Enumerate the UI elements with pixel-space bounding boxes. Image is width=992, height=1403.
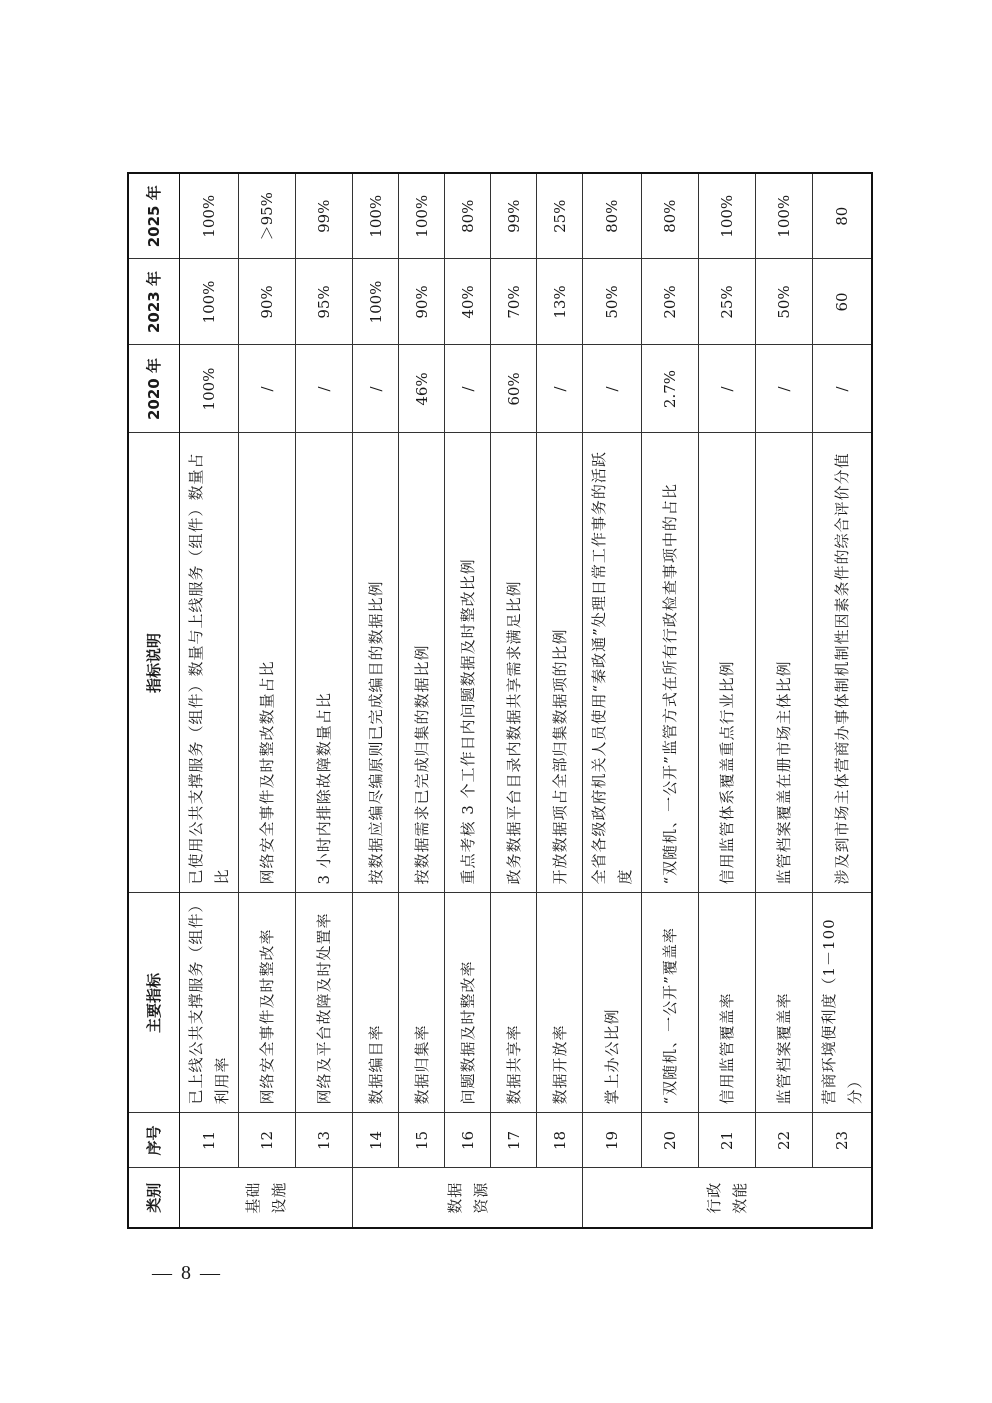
row-2020: / (699, 345, 756, 433)
header-category: 类别 (128, 1168, 180, 1228)
row-2023: 50% (583, 259, 642, 345)
row-indicator: 已上线公共支撑服务（组件）利用率 (180, 893, 239, 1113)
row-2020: 60% (491, 345, 537, 433)
header-2023: 2023 年 (128, 259, 180, 345)
row-description: 涉及到市场主体营商办事体制机制性因素条件的综合评价分值 (813, 433, 873, 893)
row-2020: / (583, 345, 642, 433)
row-description: 已使用公共支撑服务（组件）数量与上线服务（组件）数量占比 (180, 433, 239, 893)
row-2025: 99% (491, 173, 537, 259)
row-no: 14 (353, 1113, 399, 1168)
category-infra: 基础设施 (180, 1168, 353, 1228)
row-indicator: 问题数据及时整改率 (445, 893, 491, 1113)
table-row (491, 173, 537, 1228)
row-no: 16 (445, 1113, 491, 1168)
row-2025: ＞95% (239, 173, 296, 259)
row-2023: 90% (399, 259, 445, 345)
row-2023: 100% (353, 259, 399, 345)
row-2025: 100% (353, 173, 399, 259)
row-no: 18 (537, 1113, 583, 1168)
row-2025: 100% (756, 173, 813, 259)
row-2023: 60 (813, 259, 873, 345)
row-indicator: 信用监管覆盖率 (699, 893, 756, 1113)
table-row (180, 173, 239, 1228)
row-description: 信用监管体系覆盖重点行业比例 (699, 433, 756, 893)
row-description: 按数据应编尽编原则已完成编目的数据比例 (353, 433, 399, 893)
row-no: 22 (756, 1113, 813, 1168)
row-indicator: 数据共享率 (491, 893, 537, 1113)
row-no: 15 (399, 1113, 445, 1168)
row-description: 网络安全事件及时整改数量占比 (239, 433, 296, 893)
row-description: 重点考核 3 个工作日内问题数据及时整改比例 (445, 433, 491, 893)
row-no: 13 (296, 1113, 353, 1168)
table-row (353, 173, 399, 1228)
table-row (296, 173, 353, 1228)
row-2020: / (813, 345, 873, 433)
row-2023: 13% (537, 259, 583, 345)
row-2023: 20% (642, 259, 699, 345)
row-indicator: 网络及平台故障及时处置率 (296, 893, 353, 1113)
row-2025: 80% (445, 173, 491, 259)
row-2020: / (353, 345, 399, 433)
row-no: 17 (491, 1113, 537, 1168)
row-no: 23 (813, 1113, 873, 1168)
row-no: 12 (239, 1113, 296, 1168)
row-description: 监管档案覆盖在册市场主体比例 (756, 433, 813, 893)
category-data: 数据资源 (353, 1168, 583, 1228)
row-2020: 2.7% (642, 345, 699, 433)
row-indicator: 监管档案覆盖率 (756, 893, 813, 1113)
row-indicator: 网络安全事件及时整改率 (239, 893, 296, 1113)
row-2020: / (296, 345, 353, 433)
header-2020: 2020 年 (128, 345, 180, 433)
row-2020: / (756, 345, 813, 433)
row-no: 21 (699, 1113, 756, 1168)
row-2025: 99% (296, 173, 353, 259)
table-row (239, 173, 296, 1228)
table-row (642, 173, 699, 1228)
row-2020: / (445, 345, 491, 433)
row-2023: 100% (180, 259, 239, 345)
row-indicator: “双随机、一公开”覆盖率 (642, 893, 699, 1113)
row-description: “双随机、一公开”监管方式在所有行政检查事项中的占比 (642, 433, 699, 893)
rotated-table-block (127, 174, 864, 1229)
row-description: 全省各级政府机关人员使用“秦政通”处理日常工作事务的活跃度 (583, 433, 642, 893)
row-description: 按数据需求已完成归集的数据比例 (399, 433, 445, 893)
row-2025: 100% (180, 173, 239, 259)
row-2025: 25% (537, 173, 583, 259)
row-no: 20 (642, 1113, 699, 1168)
table-row (537, 173, 583, 1228)
row-2023: 95% (296, 259, 353, 345)
header-description: 指标说明 (128, 433, 180, 893)
row-indicator: 营商环境便利度（1－100 分） (813, 893, 873, 1113)
page-number: — 8 — (152, 1262, 222, 1284)
row-description: 政务数据平台目录内数据共享需求满足比例 (491, 433, 537, 893)
table-row (583, 173, 642, 1228)
row-2020: 46% (399, 345, 445, 433)
table-row (813, 173, 873, 1228)
row-2023: 40% (445, 259, 491, 345)
table-row (699, 173, 756, 1228)
row-2023: 50% (756, 259, 813, 345)
row-indicator: 掌上办公比例 (583, 893, 642, 1113)
row-indicator: 数据编目率 (353, 893, 399, 1113)
row-2025: 80% (642, 173, 699, 259)
row-2025: 80 (813, 173, 873, 259)
row-2025: 100% (399, 173, 445, 259)
row-indicator: 数据开放率 (537, 893, 583, 1113)
row-2023: 90% (239, 259, 296, 345)
row-no: 19 (583, 1113, 642, 1168)
indicator-table (127, 172, 873, 1229)
row-2020: 100% (180, 345, 239, 433)
row-2020: / (239, 345, 296, 433)
row-indicator: 数据归集率 (399, 893, 445, 1113)
header-row (128, 173, 180, 1228)
row-2025: 100% (699, 173, 756, 259)
row-no: 11 (180, 1113, 239, 1168)
table-row (445, 173, 491, 1228)
header-indicator: 主要指标 (128, 893, 180, 1113)
row-2020: / (537, 345, 583, 433)
row-description: 3 小时内排除故障数量占比 (296, 433, 353, 893)
row-2025: 80% (583, 173, 642, 259)
row-2023: 70% (491, 259, 537, 345)
row-2023: 25% (699, 259, 756, 345)
header-seq: 序号 (128, 1113, 180, 1168)
category-admin: 行政效能 (583, 1168, 873, 1228)
table-row (756, 173, 813, 1228)
row-description: 开放数据项占全部归集数据项的比例 (537, 433, 583, 893)
table-row (399, 173, 445, 1228)
header-2025: 2025 年 (128, 173, 180, 259)
